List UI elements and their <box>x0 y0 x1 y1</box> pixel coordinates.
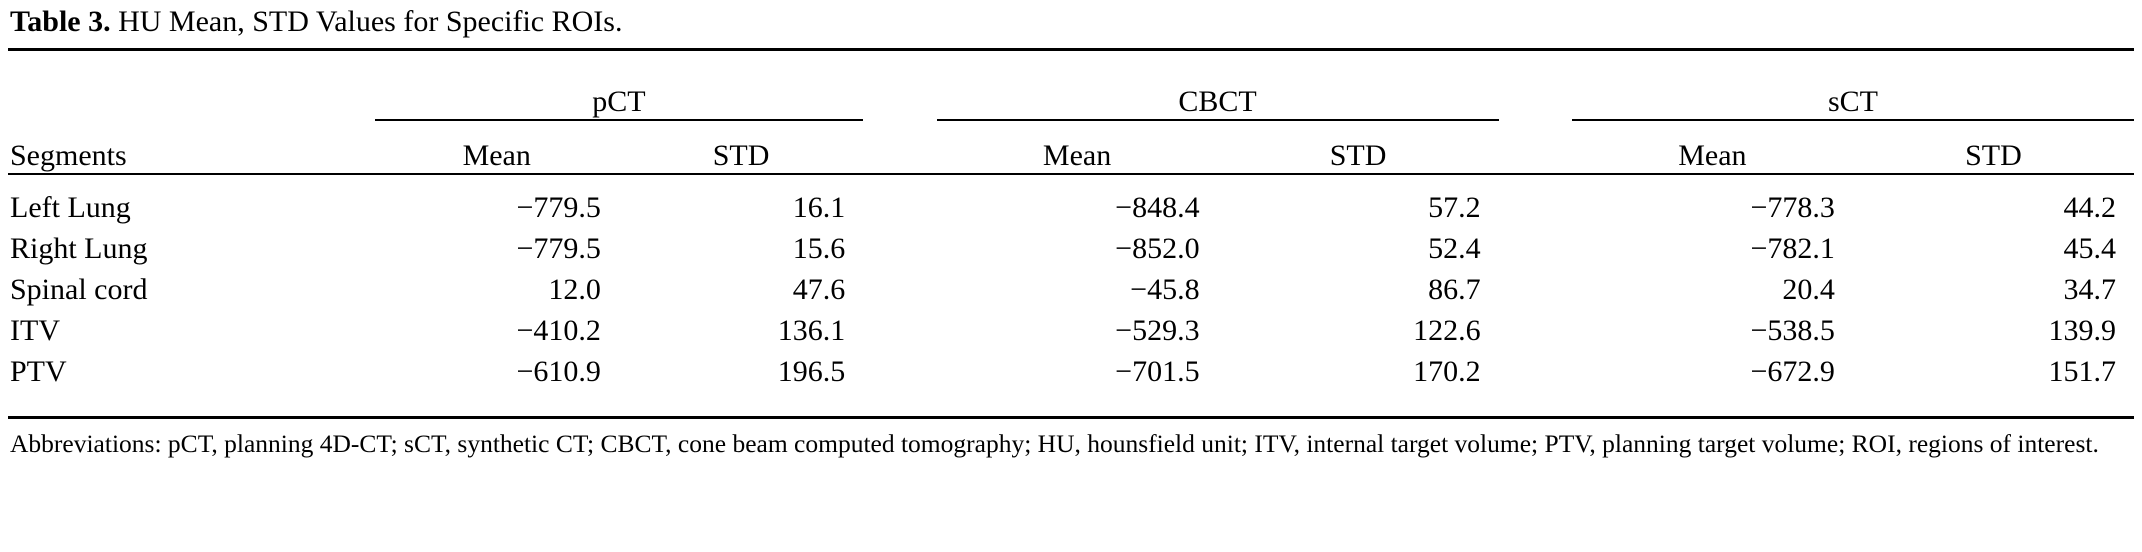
row-segment: PTV <box>10 355 67 388</box>
row-cbct-mean: −701.5 <box>1115 355 1200 388</box>
group-header-pct: pCT <box>375 63 864 120</box>
row-gap-2 <box>1499 351 1572 404</box>
table-top-rule <box>8 50 2134 64</box>
row-gap-1 <box>863 269 936 310</box>
column-header-sct-std: STD <box>1853 120 2134 174</box>
column-header-cbct-std: STD <box>1218 120 1499 174</box>
group-gap-2 <box>1499 63 1572 120</box>
row-segment: Spinal cord <box>10 273 148 306</box>
row-pct-std: 47.6 <box>792 273 846 306</box>
row-cbct-std: 52.4 <box>1428 232 1481 265</box>
row-pct-std: 196.5 <box>777 355 846 388</box>
row-cbct-mean: −848.4 <box>1115 191 1200 224</box>
table-footnote: Abbreviations: pCT, planning 4D-CT; sCT, synthetic CT; CBCT, cone beam computed tomography; HU, hounsfield unit; ITV, internal target volume; PTV, planning target volume; ROI, regions of interest. <box>10 429 2099 458</box>
row-sct-mean: −778.3 <box>1750 191 1835 224</box>
column-header-pct-std: STD <box>619 120 863 174</box>
table-caption-label: Table 3. <box>10 5 111 38</box>
table-row <box>8 310 2134 351</box>
subheader-row <box>8 120 2134 174</box>
row-gap-2 <box>1499 174 1572 228</box>
group-header-sct: sCT <box>1572 63 2134 120</box>
column-header-pct-mean: Mean <box>375 120 619 174</box>
row-cbct-std: 170.2 <box>1413 355 1481 388</box>
table-row <box>8 351 2134 404</box>
group-gap-1 <box>863 63 936 120</box>
table-row <box>8 228 2134 269</box>
row-sct-std: 139.9 <box>2048 314 2116 347</box>
row-pct-mean: 12.0 <box>548 273 601 306</box>
row-cbct-mean: −45.8 <box>1130 273 1200 306</box>
row-pct-mean: −779.5 <box>516 232 601 265</box>
column-header-sct-mean: Mean <box>1572 120 1853 174</box>
row-sct-std: 44.2 <box>2063 191 2116 224</box>
row-sct-std: 45.4 <box>2063 232 2116 265</box>
group-header-cbct: CBCT <box>937 63 1499 120</box>
row-gap-2 <box>1499 310 1572 351</box>
row-gap-1 <box>863 351 936 404</box>
row-cbct-mean: −529.3 <box>1115 314 1200 347</box>
subheader-gap-2 <box>1499 120 1572 174</box>
row-segment: Right Lung <box>10 232 148 265</box>
row-cbct-mean: −852.0 <box>1115 232 1200 265</box>
row-gap-2 <box>1499 228 1572 269</box>
row-pct-mean: −610.9 <box>516 355 601 388</box>
row-sct-mean: −672.9 <box>1750 355 1835 388</box>
row-pct-std: 15.6 <box>792 232 846 265</box>
table-bottom-rule <box>8 404 2134 418</box>
hu-statistics-table <box>8 48 2134 419</box>
row-gap-2 <box>1499 269 1572 310</box>
group-header-empty <box>8 63 375 120</box>
row-sct-std: 34.7 <box>2063 273 2116 306</box>
row-sct-mean: 20.4 <box>1782 273 1835 306</box>
row-sct-mean: −782.1 <box>1750 232 1835 265</box>
row-cbct-std: 86.7 <box>1428 273 1481 306</box>
row-pct-mean: −410.2 <box>516 314 601 347</box>
column-header-segments: Segments <box>8 120 375 174</box>
row-sct-mean: −538.5 <box>1750 314 1835 347</box>
row-sct-std: 151.7 <box>2048 355 2116 388</box>
row-cbct-std: 57.2 <box>1428 191 1481 224</box>
table-caption <box>8 0 2134 48</box>
row-gap-1 <box>863 310 936 351</box>
column-header-cbct-mean: Mean <box>937 120 1218 174</box>
row-pct-mean: −779.5 <box>516 191 601 224</box>
table-caption-text: HU Mean, STD Values for Specific ROIs. <box>118 5 623 38</box>
subheader-gap-1 <box>863 120 936 174</box>
row-gap-1 <box>863 174 936 228</box>
row-cbct-std: 122.6 <box>1413 314 1481 347</box>
row-pct-std: 16.1 <box>792 191 846 224</box>
row-gap-1 <box>863 228 936 269</box>
table-row <box>8 174 2134 228</box>
table-row <box>8 269 2134 310</box>
row-segment: Left Lung <box>10 191 131 224</box>
group-header-row <box>8 63 2134 120</box>
row-pct-std: 136.1 <box>777 314 846 347</box>
row-segment: ITV <box>10 314 60 347</box>
